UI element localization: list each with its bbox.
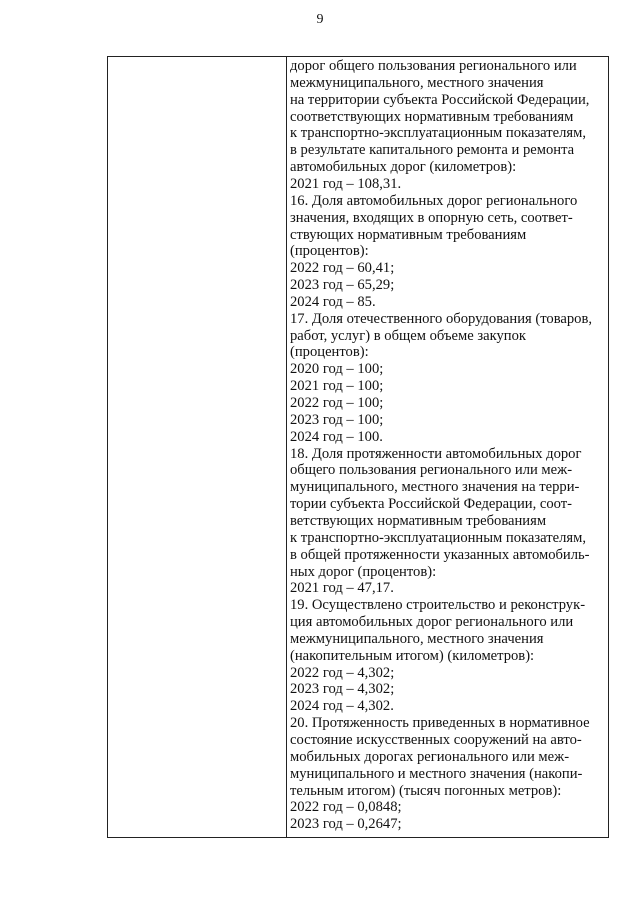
text-line: мобильных дорогах регионального или меж- (290, 748, 570, 765)
text-line: 2024 год – 100. (290, 428, 383, 445)
text-line: автомобильных дорог (километров): (290, 159, 517, 176)
text-line: 2023 год – 0,2647; (290, 816, 402, 833)
text-line: 18. Доля протяженности автомобильных дорог (290, 445, 582, 462)
text-line: тельным итогом) (тысяч погонных метров): (290, 782, 562, 799)
text-line: к транспортно-эксплуатационным показателям, (290, 125, 586, 142)
text-line: на территории субъекта Российской Федерации, (290, 91, 590, 108)
text-line: 2022 год – 0,0848; (290, 799, 402, 816)
text-line: 2021 год – 47,17. (290, 580, 394, 597)
text-line: ствующих нормативным требованиям (290, 226, 527, 243)
text-line: работ, услуг) в общем объеме закупок (290, 327, 526, 344)
text-line: 2021 год – 108,31. (290, 175, 402, 192)
text-line: (процентов): (290, 344, 369, 361)
text-line: 2023 год – 65,29; (290, 277, 395, 294)
text-line: (накопительным итогом) (километров): (290, 647, 535, 664)
text-line: к транспортно-эксплуатационным показателям, (290, 529, 586, 546)
text-line: 17. Доля отечественного оборудования (товаров, (290, 310, 593, 327)
text-line: 2022 год – 60,41; (290, 260, 395, 277)
text-line: 2020 год – 100; (290, 361, 384, 378)
table-left-cell (108, 57, 287, 837)
text-line: значения, входящих в опорную сеть, соответ- (290, 209, 573, 226)
text-line: 2022 год – 100; (290, 395, 384, 411)
text-line: межмуниципального, местного значения (290, 630, 544, 647)
text-line: муниципального, местного значения на терри- (290, 479, 580, 496)
text-line: в результате капитального ремонта и ремонта (290, 142, 575, 159)
text-line: 2023 год – 100; (290, 411, 384, 428)
text-line: межмуниципального, местного значения (290, 74, 544, 91)
text-line: 16. Доля автомобильных дорог регионального (290, 192, 578, 209)
text-line: ветствующих нормативным требованиям (290, 512, 547, 529)
text-line: тории субъекта Российской Федерации, соот- (290, 496, 573, 513)
text-line: ция автомобильных дорог регионального или (290, 614, 574, 631)
text-line: муниципального и местного значения (накопи- (290, 765, 583, 782)
page-number: 9 (316, 12, 324, 27)
text-line: 2021 год – 100; (290, 378, 384, 395)
document-table (107, 56, 609, 838)
text-line: 2024 год – 4,302. (290, 698, 394, 715)
text-line: 2022 год – 4,302; (290, 664, 395, 681)
text-line: 2023 год – 4,302; (290, 681, 395, 698)
text-line: дорог общего пользования регионального или (290, 58, 577, 74)
text-line: в общей протяженности указанных автомобиль- (290, 546, 590, 563)
text-line: соответствующих нормативным требованиям (290, 108, 574, 125)
text-line: состояние искусственных сооружений на авто- (290, 732, 582, 748)
text-line: (процентов): (290, 243, 369, 260)
text-line: общего пользования регионального или меж- (290, 462, 573, 479)
text-line: 19. Осуществлено строительство и реконструк- (290, 597, 586, 614)
text-line: 20. Протяженность приведенных в нормативное (290, 715, 590, 732)
text-line: ных дорог (процентов): (290, 563, 437, 580)
table-right-cell (287, 57, 608, 837)
text-line: 2024 год – 85. (290, 293, 376, 310)
